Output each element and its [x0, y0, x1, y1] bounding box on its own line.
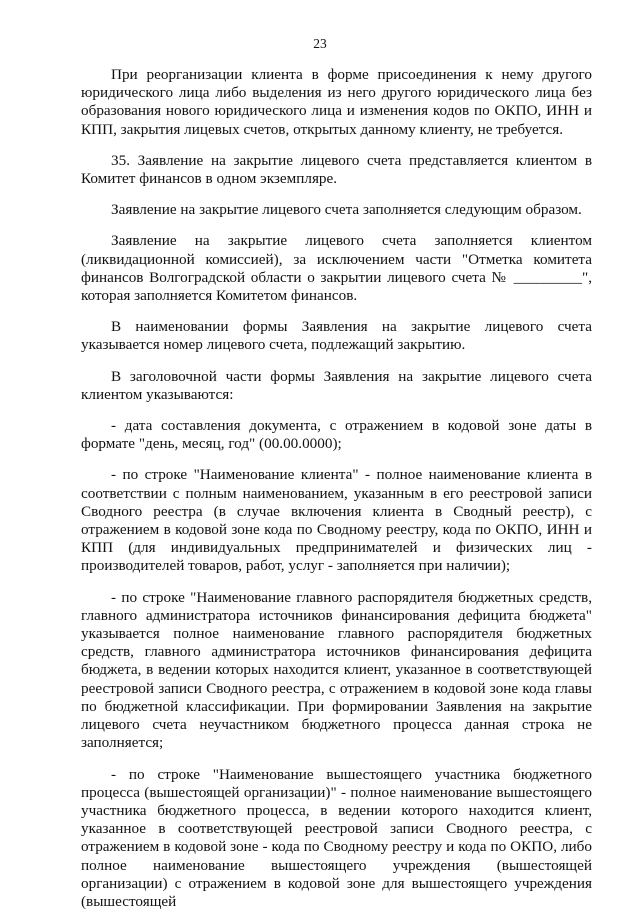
paragraph-client-name: - по строке "Наименование клиента" - полное наименование клиента в соответствии с полным наименованием, указанным в его реестровой записи Сводного реестра (в случае включения клиента в Сводный реестр), с отражением в кодовой зоне кода по Сводному реестру, кода по ОКПО, ИНН и КПП (для индивидуальных предпринимателей и физических лиц - производителей товаров, работ, услуг - заполняется при наличии); — [81, 466, 592, 575]
paragraph-filling-order: Заявление на закрытие лицевого счета заполняется следующим образом. — [81, 201, 592, 219]
paragraph-reorganization: При реорганизации клиента в форме присоединения к нему другого юридического лица либо выделения из него другого юридического лица без образования нового юридического лица и изменения кодов по ОКПО, ИНН и КПП, закрытия лицевых счетов, открытых данному клиенту, не требуется. — [81, 66, 592, 139]
paragraph-filled-by-client: Заявление на закрытие лицевого счета заполняется клиентом (ликвидационной комиссией), за исключением части "Отметка комитета финансов Волгоградской области о закрытии лицевого счета № _________", которая заполняется Комитетом финансов. — [81, 232, 592, 305]
paragraph-document-date: - дата составления документа, с отражением в кодовой зоне даты в формате "день, месяц, год" (00.00.0000); — [81, 417, 592, 453]
paragraph-header-part: В заголовочной части формы Заявления на закрытие лицевого счета клиентом указываются: — [81, 368, 592, 404]
paragraph-form-name: В наименовании формы Заявления на закрытие лицевого счета указывается номер лицевого счета, подлежащий закрытию. — [81, 318, 592, 354]
page-number: 23 — [0, 36, 640, 52]
paragraph-chief-administrator: - по строке "Наименование главного распорядителя бюджетных средств, главного администратора источников финансирования дефицита бюджета" указывается полное наименование главного распорядителя бюджетных средств, главного администратора источников финансирования дефицита бюджета, в ведении которых находится клиент, указанное в соответствующей реестровой записи Сводного реестра, с отражением в кодовой зоне кода главы по бюджетной классификации. При формировании Заявления на закрытие лицевого счета неучастником бюджетного процесса данная строка не заполняется; — [81, 589, 592, 753]
paragraph-item-35: 35. Заявление на закрытие лицевого счета представляется клиентом в Комитет финансов в одном экземпляре. — [81, 152, 592, 188]
document-body — [81, 66, 592, 911]
paragraph-superior-participant: - по строке "Наименование вышестоящего участника бюджетного процесса (вышестоящей организации)" - полное наименование вышестоящего участника бюджетного процесса, в ведении которого находится клиент, указанное в соответствующей реестровой записи Сводного реестра, с отражением в кодовой зоне - кода по Сводному реестру и кода по ОКПО, либо полное наименование вышестоящего учреждения (вышестоящей организации) с отражением в кодовой зоне для вышестоящего учреждения (вышестоящей — [81, 766, 592, 911]
